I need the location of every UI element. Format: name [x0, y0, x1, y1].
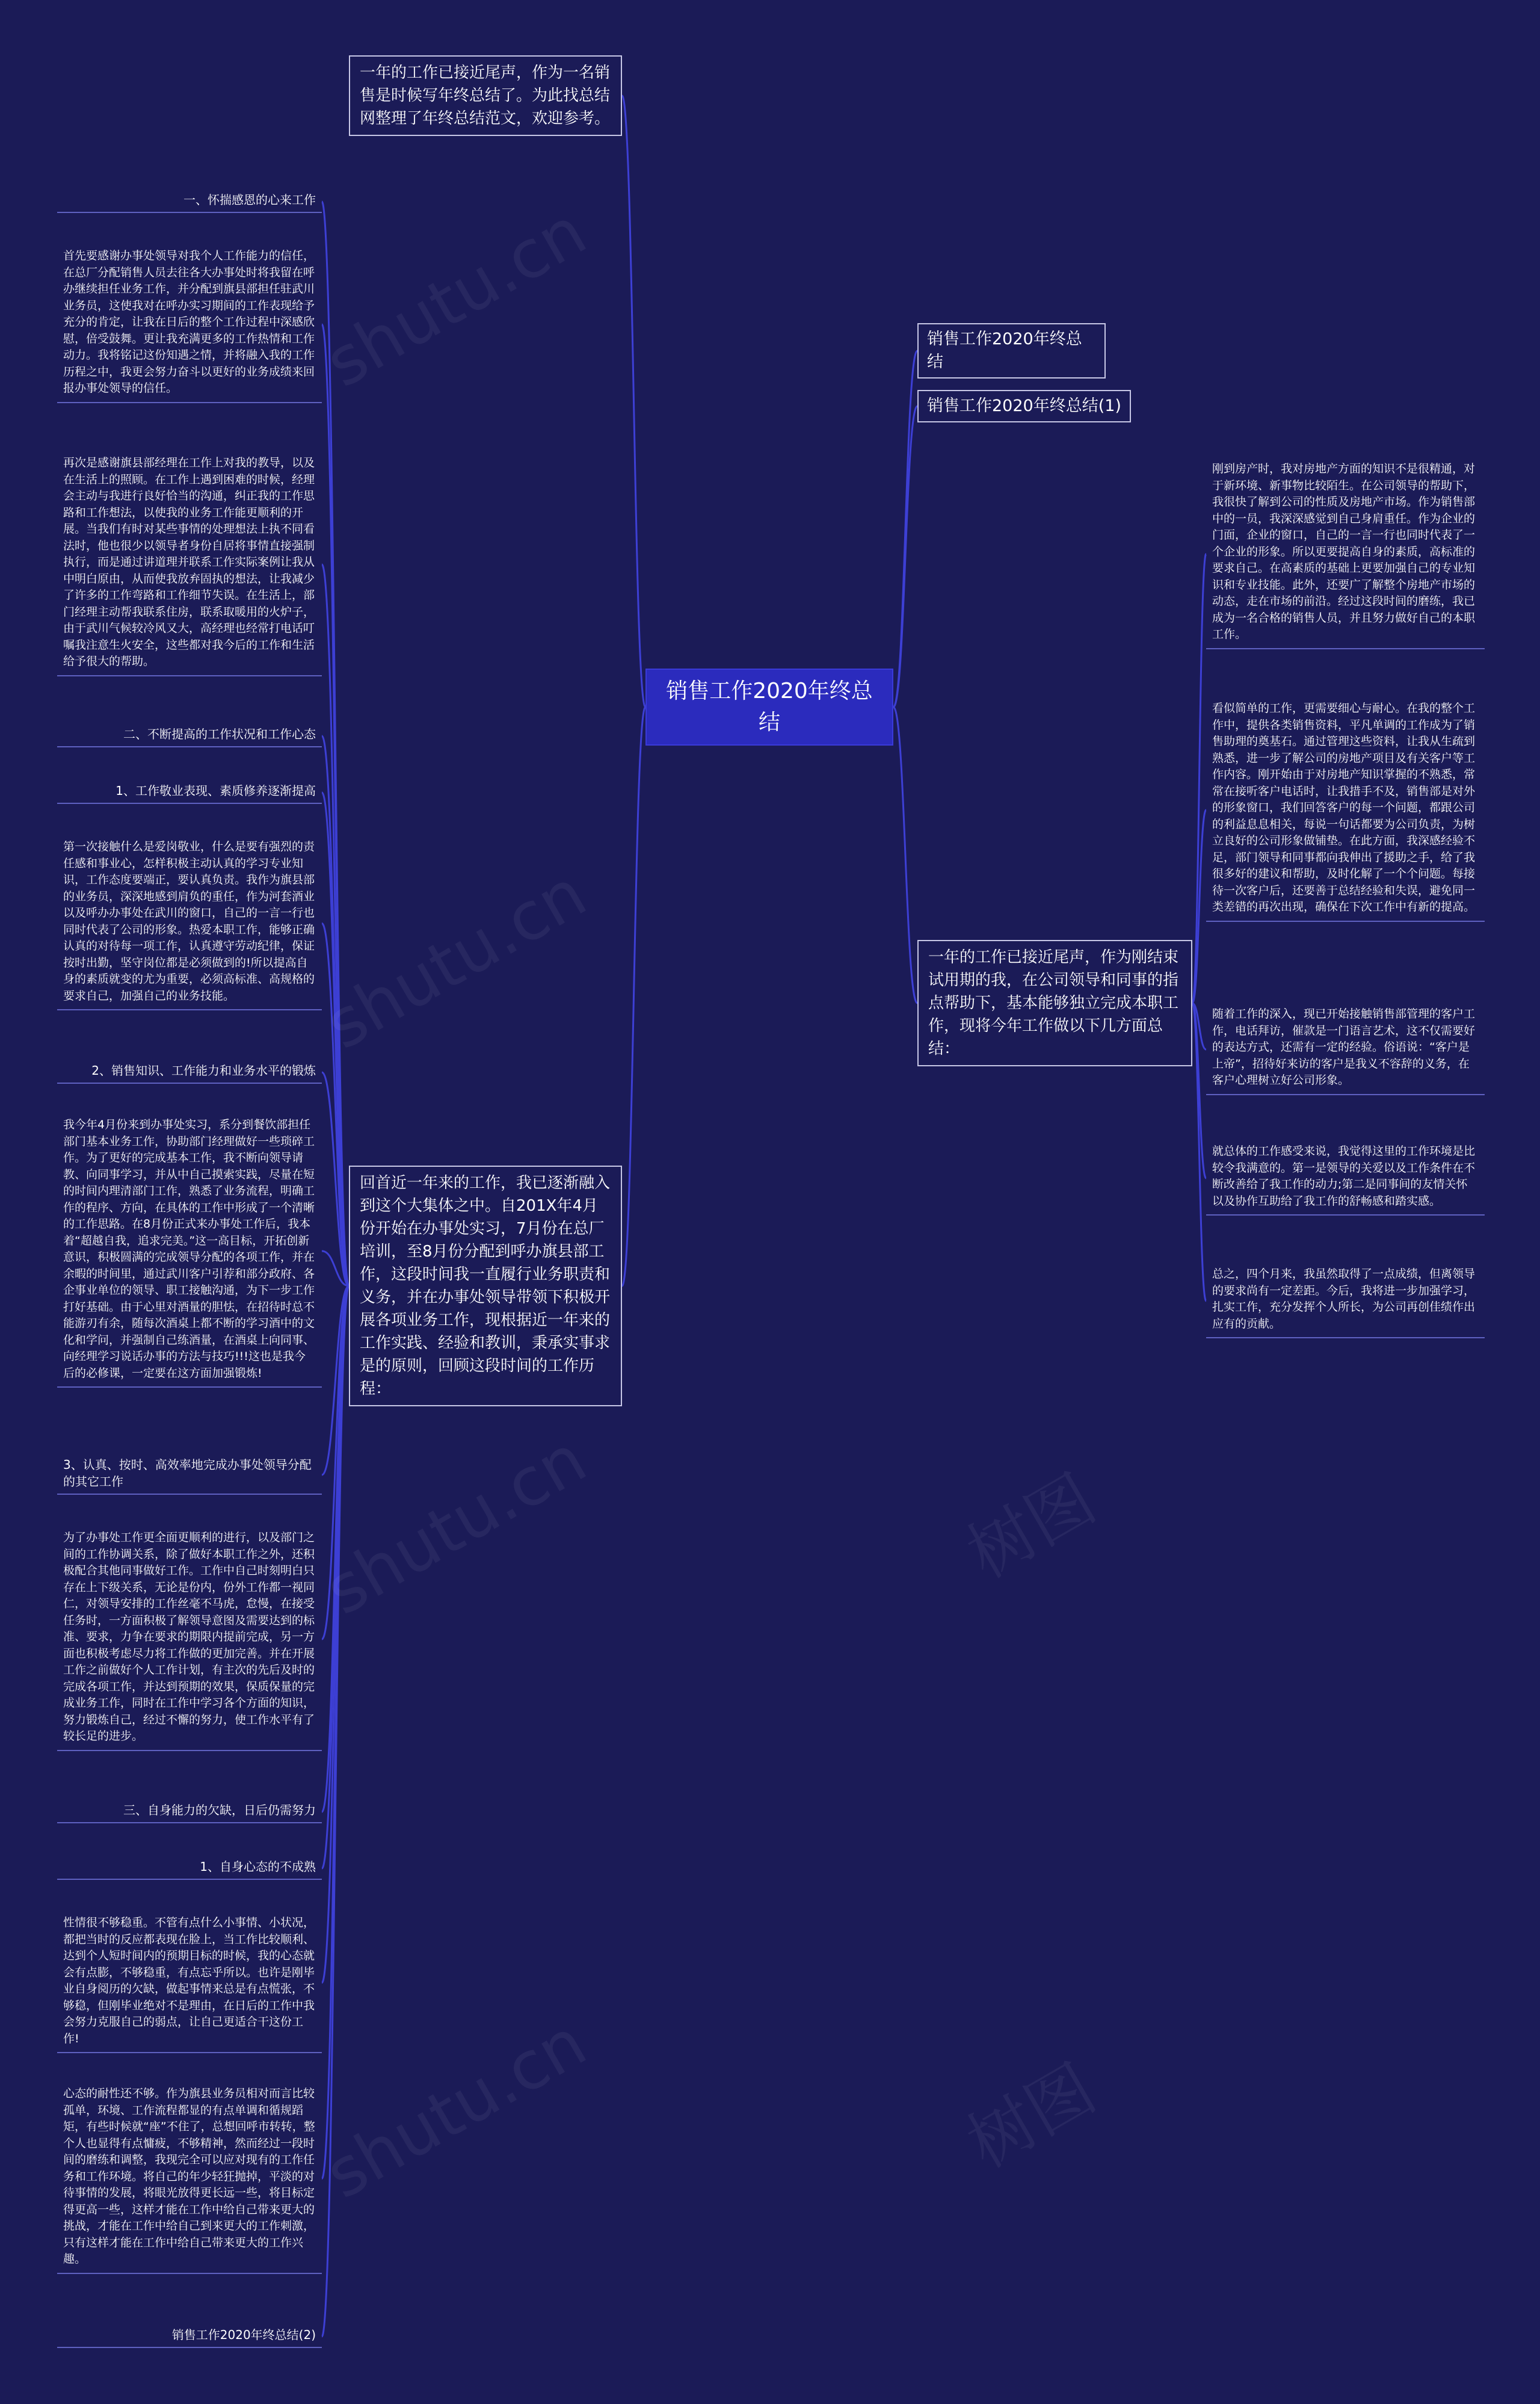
root-node[interactable]: 销售工作2020年终总结 [645, 669, 893, 746]
watermark-text: 树图 [955, 1460, 1108, 1593]
section-paragraph[interactable]: 心态的耐性还不够。作为旗县业务员相对而言比较孤单，环境、工作流程都显的有点单调和循规蹈矩，有些时候就“座”不住了，总想回呼市转转，整个人也显得有点慵疲，不够精神，然而经过一段时间的磨练和调整，我现完全可以应对现有的工作任务和工作环境。将自己的年少轻狂抛掉，平淡的对待事情的发展，将眼光放得更长远一些，将目标定得更高一些，这样才能在工作中给自己带来更大的挑战，才能在工作中给自己到来更大的工作刺激，只有这样才能在工作中给自己带来更大的工作兴趣。 [57, 2083, 322, 2274]
intro-node[interactable]: 一年的工作已接近尾声，作为一名销售是时候写年终总结了。为此找总结网整理了年终总结范文，欢迎参考。 [349, 55, 622, 136]
section-paragraph[interactable]: 为了办事处工作更全面更顺利的进行，以及部门之间的工作协调关系，除了做好本职工作之外，还积极配合其他同事做好工作。工作中自己时刻明白只存在上下级关系，无论是份内，份外工作都一视同仁，对领导安排的工作丝毫不马虎，怠慢，在接受任务时，一方面积极了解领导意图及需要达到的标准、要求，力争在要求的期限内提前完成，另一方面也积极考虑尽力将工作做的更加完善。并在开展工作之前做好个人工作计划，有主次的先后及时的完成各项工作，并达到预期的效果，保质保量的完成业务工作，同时在工作中学习各个方面的知识，努力锻炼自己，经过不懈的努力，使工作水平有了较长足的进步。 [57, 1527, 322, 1751]
section-heading[interactable]: 一、怀揣感恩的心来工作 [57, 190, 322, 213]
summary-node[interactable]: 一年的工作已接近尾声，作为刚结束试用期的我，在公司领导和同事的指点帮助下，基本能够独立完成本职工作，现将今年工作做以下几方面总结： [917, 940, 1192, 1066]
review-node[interactable]: 回首近一年来的工作，我已逐渐融入到这个大集体之中。自201X年4月份开始在办事处实习，7月份在总厂培训，至8月份分配到呼办旗县部工作，这段时间我一直履行业务职责和义务，并在办事处领导带领下积极开展各项业务工作，现根据近一年来的工作实践、经验和教训，秉承实事求是的原则，回顾这段时间的工作历程： [349, 1166, 622, 1406]
topic-title-1-node[interactable]: 销售工作2020年终总结(1) [917, 390, 1131, 422]
section-heading[interactable]: 2、销售知识、工作能力和业务水平的锻炼 [57, 1061, 322, 1084]
detail-paragraph[interactable]: 总之，四个月来，我虽然取得了一点成绩，但离领导的要求尚有一定差距。今后，我将进一步加强学习，扎实工作，充分发挥个人所长，为公司再创佳绩作出应有的贡献。 [1206, 1264, 1485, 1338]
section-heading[interactable]: 三、自身能力的欠缺，日后仍需努力 [57, 1800, 322, 1823]
section-paragraph[interactable]: 首先要感谢办事处领导对我个人工作能力的信任，在总厂分配销售人员去往各大办事处时将我留在呼办继续担任业务工作，并分配到旗县部担任驻武川业务员，这使我对在呼办实习期间的工作表现给予充分的肯定，让我在日后的整个工作过程中深感欣慰，倍受鼓舞。更让我充满更多的工作热情和工作动力。我将铭记这份知遇之情，并将融入我的工作历程之中，我更会努力奋斗以更好的业务成绩来回报办事处领导的信任。 [57, 246, 322, 403]
watermark-text: shutu.cn [312, 854, 599, 1064]
watermark-text: 树图 [955, 2050, 1108, 2183]
section-paragraph[interactable]: 性情很不够稳重。不管有点什么小事情、小状况，都把当时的反应都表现在脸上，当工作比较顺利、达到个人短时间内的预期目标的时候，我的心态就会有点膨，不够稳重，有点忘乎所以。也许是刚毕业自身阅历的欠缺，做起事情来总是有点慌张，不够稳，但刚毕业绝对不是理由，在日后的工作中我会努力克服自己的弱点，让自己更适合干这份工作! [57, 1912, 322, 2053]
connector-line [622, 707, 645, 1286]
watermark-text: shutu.cn [312, 192, 599, 403]
watermark-text: shutu.cn [312, 1420, 599, 1630]
watermark-text: shutu.cn [312, 2003, 599, 2214]
section-heading[interactable]: 销售工作2020年终总结(2) [57, 2325, 322, 2348]
detail-paragraph[interactable]: 刚到房产时，我对房地产方面的知识不是很精通，对于新环境、新事物比较陌生。在公司领导的帮助下，我很快了解到公司的性质及房地产市场。作为销售部中的一员，我深深感觉到自己身肩重任。作为企业的门面，企业的窗口，自己的一言一行也同时代表了一个企业的形象。所以更要提高自身的素质，高标准的要求自己。在高素质的基础上更要加强自己的专业知识和专业技能。此外，还要广了解整个房地产市场的动态，走在市场的前沿。经过这段时间的磨练，我已成为一名合格的销售人员，并且努力做好自己的本职工作。 [1206, 459, 1485, 649]
topic-title-node[interactable]: 销售工作2020年终总结 [917, 323, 1106, 379]
connector-line [893, 406, 917, 707]
detail-paragraph[interactable]: 随着工作的深入，现已开始接触销售部管理的客户工作，电话拜访，催款是一门语言艺术，这不仅需要好的表达方式，还需有一定的经验。俗语说：“客户是上帝”，招待好来访的客户是我义不容辞的义务，在客户心理树立好公司形象。 [1206, 1004, 1485, 1095]
detail-paragraph[interactable]: 看似简单的工作，更需要细心与耐心。在我的整个工作中，提供各类销售资料，平凡单调的工作成为了销售助理的奠基石。通过管理这些资料，让我从生疏到熟悉，进一步了解公司的房地产项目及有关客户等工作内容。刚开始由于对房地产知识掌握的不熟悉，常常在接听客户电话时，让我措手不及，销售部是对外的形象窗口，我们回答客户的每一个问题，都跟公司的利益息息相关，每说一句话都要为公司负责，为树立良好的公司形象做铺垫。在此方面，我深感经验不足，部门领导和同事都向我伸出了援助之手，给了我很多好的建议和帮助，及时化解了一个个问题。每接待一次客户后，还要善于总结经验和失误，避免同一类差错的再次出现，确保在下次工作中有新的提高。 [1206, 698, 1485, 922]
connector-line [1192, 554, 1206, 1004]
detail-paragraph[interactable]: 就总体的工作感受来说，我觉得这里的工作环境是比较令我满意的。第一是领导的关爱以及工作条件在不断改善给了我工作的动力;第二是同事间的友情关怀以及协作互助给了我工作的舒畅感和踏实感。 [1206, 1141, 1485, 1216]
section-paragraph[interactable]: 第一次接触什么是爱岗敬业，什么是要有强烈的责任感和事业心，怎样积极主动认真的学习专业知识，工作态度要端正，要认真负责。我作为旗县部的业务员，深深地感到肩负的重任，作为河套酒业以及呼办办事处在武川的窗口，自己的一言一行也同时代表了公司的形象。热爱本职工作，能够正确认真的对待每一项工作，认真遵守劳动纪律，保证按时出勤，坚守岗位都是必须做到的!所以提高自身的素质就变的尤为重要，必须高标准、高规格的要求自己，加强自己的业务技能。 [57, 836, 322, 1010]
connector-line [622, 96, 645, 707]
section-heading[interactable]: 二、不断提高的工作状况和工作心态 [57, 725, 322, 747]
connector-line [893, 351, 917, 707]
section-heading[interactable]: 1、工作敬业表现、素质修养逐渐提高 [57, 781, 322, 804]
connector-line [893, 707, 917, 1003]
section-heading[interactable]: 1、自身心态的不成熟 [57, 1857, 322, 1880]
connector-line [322, 1286, 349, 2179]
section-paragraph[interactable]: 再次是感谢旗县部经理在工作上对我的教导，以及在生活上的照顾。在工作上遇到困难的时候，经理会主动与我进行良好恰当的沟通，纠正我的工作思路和工作想法，以使我的业务工作能更顺利的开展。当我们有时对某些事情的处理想法上执不同看法时，他也很少以领导者身份自居将事情直接强制执行，而是通过讲道理并联系工作实际案例让我从中明白原由，从而使我放弃固执的想法，让我减少了许多的工作弯路和工作细节失误。在生活上，部门经理主动帮我联系住房，联系取暖用的火炉子，由于武川气候较冷风又大，高经理也经常打电话叮嘱我注意生火安全，这些都对我今后的工作和生活给予很大的帮助。 [57, 453, 322, 676]
section-heading[interactable]: 3、认真、按时、高效率地完成办事处领导分配的其它工作 [57, 1455, 322, 1495]
section-paragraph[interactable]: 我今年4月份来到办事处实习，系分到餐饮部担任部门基本业务工作，协助部门经理做好一些琐碎工作。为了更好的完成基本工作，我不断向领导请教、向同事学习，并从中自己摸索实践，尽量在短的时间内理清部门工作，熟悉了业务流程，明确工作的程序、方向，在具体的工作中形成了一个清晰的工作思路。在8月份正式来办事处工作后，我本着“超越自我，追求完美。”这一高目标，开拓创新意识，积极圆满的完成领导分配的各项工作，并在余暇的时间里，通过武川客户引荐和部分政府、各企事业单位的领导、职工接触沟通，为下一步工作打好基础。由于心里对酒量的胆怯，在招待时总不能游刃有余，随每次酒桌上都不断的学习酒中的文化和学问，并强制自己练酒量，在酒桌上向同事、向经理学习说话办事的方法与技巧!!!这也是我今后的必修课，一定要在这方面加强锻炼! [57, 1114, 322, 1388]
